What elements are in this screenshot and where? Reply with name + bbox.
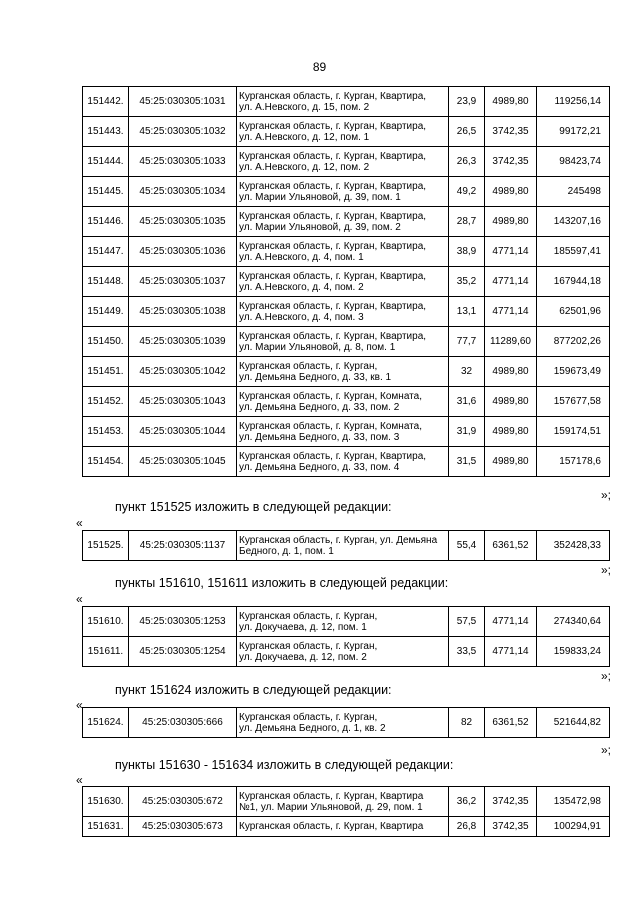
row-number: 151445. — [83, 177, 129, 207]
price-value: 4989,80 — [485, 177, 537, 207]
cadastral-number: 45:25:030305:1254 — [129, 637, 237, 667]
address-line: ул. Марии Ульяновой, д. 39, пом. 1 — [239, 191, 401, 203]
address — [237, 708, 449, 738]
row-number: 151448. — [83, 267, 129, 297]
closing-quote: »; — [600, 563, 611, 577]
area-value: 55,4 — [449, 531, 485, 561]
address — [237, 117, 449, 147]
area-value: 36,2 — [449, 787, 485, 817]
price-value: 4771,14 — [485, 607, 537, 637]
total-value: 877202,26 — [537, 327, 610, 357]
address — [237, 297, 449, 327]
address-line: Курганская область, г. Курган, Квартира, — [239, 450, 427, 462]
address-line: Курганская область, г. Курган, Квартира — [239, 821, 424, 832]
total-value: 119256,14 — [537, 87, 610, 117]
price-value: 4771,14 — [485, 267, 537, 297]
cadastral-number: 45:25:030305:673 — [129, 817, 237, 837]
cadastral-number: 45:25:030305:1033 — [129, 147, 237, 177]
address-line: Курганская область, г. Курган, — [239, 360, 378, 372]
total-value: 352428,33 — [537, 531, 610, 561]
address — [237, 87, 449, 117]
row-number: 151624. — [83, 708, 129, 738]
row-number: 151630. — [83, 787, 129, 817]
row-number: 151454. — [83, 447, 129, 477]
price-value: 4989,80 — [485, 447, 537, 477]
cadastral-number: 45:25:030305:1035 — [129, 207, 237, 237]
table-row — [83, 147, 610, 177]
row-number: 151450. — [83, 327, 129, 357]
price-value: 4989,80 — [485, 417, 537, 447]
address-line: Курганская область, г. Курган, Квартира, — [239, 300, 427, 312]
total-value: 143207,16 — [537, 207, 610, 237]
address — [237, 357, 449, 387]
address — [237, 147, 449, 177]
price-value: 3742,35 — [485, 787, 537, 817]
row-number: 151444. — [83, 147, 129, 177]
address-line: Курганская область, г. Курган, Квартира, — [239, 330, 427, 342]
address — [237, 327, 449, 357]
cadastral-number: 45:25:030305:1037 — [129, 267, 237, 297]
cadastral-number: 45:25:030305:1137 — [129, 531, 237, 561]
area-value: 13,1 — [449, 297, 485, 327]
address-line: ул. Демьяна Бедного, д. 33, пом. 3 — [239, 431, 400, 443]
row-number: 151610. — [83, 607, 129, 637]
area-value: 82 — [449, 708, 485, 738]
registry-table — [82, 86, 610, 477]
address — [237, 177, 449, 207]
address-line: Курганская область, г. Курган, Квартира, — [239, 120, 427, 132]
instruction-text: пункт 151525 изложить в следующей редакции: — [115, 500, 392, 514]
price-value: 3742,35 — [485, 117, 537, 147]
address-line: Курганская область, г. Курган, Комната, — [239, 390, 422, 402]
address-line: Курганская область, г. Курган, Квартира, — [239, 90, 427, 102]
table-row — [83, 531, 610, 561]
cadastral-number: 45:25:030305:666 — [129, 708, 237, 738]
price-value: 3742,35 — [485, 147, 537, 177]
address-line: ул. А.Невского, д. 4, пом. 1 — [239, 251, 364, 263]
total-value: 135472,98 — [537, 787, 610, 817]
table-row — [83, 787, 610, 817]
page-number: 89 — [312, 60, 327, 74]
area-value: 28,7 — [449, 207, 485, 237]
table-row — [83, 708, 610, 738]
cadastral-number: 45:25:030305:1038 — [129, 297, 237, 327]
area-value: 26,5 — [449, 117, 485, 147]
row-number: 151453. — [83, 417, 129, 447]
address — [237, 531, 449, 561]
cadastral-number: 45:25:030305:672 — [129, 787, 237, 817]
address-line: №1, ул. Марии Ульяновой, д. 29, пом. 1 — [239, 801, 423, 813]
table-row — [83, 267, 610, 297]
table-row — [83, 297, 610, 327]
closing-quote: »; — [600, 669, 611, 683]
price-value: 4771,14 — [485, 237, 537, 267]
price-value: 3742,35 — [485, 817, 537, 837]
address-line: Курганская область, г. Курган, Квартира, — [239, 180, 427, 192]
row-number: 151611. — [83, 637, 129, 667]
row-number: 151449. — [83, 297, 129, 327]
address-line: ул. Докучаева, д. 12, пом. 2 — [239, 651, 367, 663]
total-value: 159174,51 — [537, 417, 610, 447]
address-line: Курганская область, г. Курган, — [239, 640, 378, 652]
area-value: 26,8 — [449, 817, 485, 837]
total-value: 167944,18 — [537, 267, 610, 297]
address-line: ул. Демьяна Бедного, д. 33, пом. 4 — [239, 461, 400, 473]
area-value: 26,3 — [449, 147, 485, 177]
address — [237, 417, 449, 447]
opening-quote: « — [76, 773, 83, 787]
price-value: 4771,14 — [485, 297, 537, 327]
area-value: 32 — [449, 357, 485, 387]
cadastral-number: 45:25:030305:1039 — [129, 327, 237, 357]
area-value: 35,2 — [449, 267, 485, 297]
closing-quote: »; — [600, 488, 611, 502]
total-value: 274340,64 — [537, 607, 610, 637]
table-row — [83, 387, 610, 417]
total-value: 245498 — [537, 177, 610, 207]
row-number: 151631. — [83, 817, 129, 837]
row-number: 151447. — [83, 237, 129, 267]
registry-table — [82, 707, 610, 738]
table-row — [83, 637, 610, 667]
total-value: 99172,21 — [537, 117, 610, 147]
address-line: Бедного, д. 1, пом. 1 — [239, 545, 334, 557]
table-row — [83, 207, 610, 237]
cadastral-number: 45:25:030305:1045 — [129, 447, 237, 477]
opening-quote: « — [76, 516, 83, 530]
address-line: ул. Демьяна Бедного, д. 1, кв. 2 — [239, 722, 386, 734]
address-line: ул. Марии Ульяновой, д. 39, пом. 2 — [239, 221, 401, 233]
table-row — [83, 417, 610, 447]
address-line: ул. А.Невского, д. 12, пом. 2 — [239, 161, 370, 173]
address-line: ул. А.Невского, д. 12, пом. 1 — [239, 131, 370, 143]
address-line: Курганская область, г. Курган, Квартира — [239, 790, 424, 802]
cadastral-number: 45:25:030305:1043 — [129, 387, 237, 417]
registry-table — [82, 530, 610, 561]
row-number: 151451. — [83, 357, 129, 387]
address — [237, 207, 449, 237]
table-row — [83, 607, 610, 637]
price-value: 6361,52 — [485, 708, 537, 738]
price-value: 6361,52 — [485, 531, 537, 561]
area-value: 49,2 — [449, 177, 485, 207]
instruction-text: пункты 151630 - 151634 изложить в следующей редакции: — [115, 758, 454, 772]
cadastral-number: 45:25:030305:1032 — [129, 117, 237, 147]
total-value: 98423,74 — [537, 147, 610, 177]
registry-table — [82, 786, 610, 837]
address — [237, 637, 449, 667]
area-value: 38,9 — [449, 237, 485, 267]
address-line: Курганская область, г. Курган, ул. Демьяна — [239, 534, 438, 546]
table-row — [83, 87, 610, 117]
cadastral-number: 45:25:030305:1036 — [129, 237, 237, 267]
address-line: ул. А.Невского, д. 4, пом. 2 — [239, 281, 364, 293]
area-value: 31,9 — [449, 417, 485, 447]
price-value: 4989,80 — [485, 387, 537, 417]
total-value: 157178,6 — [537, 447, 610, 477]
address-line: Курганская область, г. Курган, Квартира, — [239, 210, 427, 222]
address-line: ул. А.Невского, д. 15, пом. 2 — [239, 101, 370, 113]
total-value: 185597,41 — [537, 237, 610, 267]
instruction-text: пункт 151624 изложить в следующей редакции: — [115, 683, 392, 697]
price-value: 4989,80 — [485, 87, 537, 117]
instruction-text: пункты 151610, 151611 изложить в следующей редакции: — [115, 576, 449, 590]
address-line: ул. Демьяна Бедного, д. 33, кв. 1 — [239, 371, 392, 383]
table-row — [83, 447, 610, 477]
price-value: 11289,60 — [485, 327, 537, 357]
cadastral-number: 45:25:030305:1044 — [129, 417, 237, 447]
address — [237, 237, 449, 267]
address-line: Курганская область, г. Курган, — [239, 610, 378, 622]
area-value: 57,5 — [449, 607, 485, 637]
row-number: 151452. — [83, 387, 129, 417]
area-value: 33,5 — [449, 637, 485, 667]
address-line: ул. Докучаева, д. 12, пом. 1 — [239, 621, 367, 633]
row-number: 151446. — [83, 207, 129, 237]
table-row — [83, 357, 610, 387]
cadastral-number: 45:25:030305:1031 — [129, 87, 237, 117]
cadastral-number: 45:25:030305:1042 — [129, 357, 237, 387]
address-line: Курганская область, г. Курган, — [239, 711, 378, 723]
address-line: Курганская область, г. Курган, Квартира, — [239, 150, 427, 162]
cadastral-number: 45:25:030305:1253 — [129, 607, 237, 637]
address — [237, 447, 449, 477]
registry-table — [82, 606, 610, 667]
address — [237, 267, 449, 297]
row-number: 151442. — [83, 87, 129, 117]
address-line: Курганская область, г. Курган, Квартира, — [239, 240, 427, 252]
price-value: 4989,80 — [485, 207, 537, 237]
total-value: 157677,58 — [537, 387, 610, 417]
address — [237, 387, 449, 417]
opening-quote: « — [76, 698, 83, 712]
closing-quote: »; — [600, 743, 611, 757]
address-line: Курганская область, г. Курган, Комната, — [239, 420, 422, 432]
opening-quote: « — [76, 592, 83, 606]
total-value: 62501,96 — [537, 297, 610, 327]
row-number: 151525. — [83, 531, 129, 561]
area-value: 77,7 — [449, 327, 485, 357]
total-value: 100294,91 — [537, 817, 610, 837]
table-row — [83, 237, 610, 267]
total-value: 159673,49 — [537, 357, 610, 387]
table-row — [83, 117, 610, 147]
cadastral-number: 45:25:030305:1034 — [129, 177, 237, 207]
table-row — [83, 177, 610, 207]
area-value: 31,5 — [449, 447, 485, 477]
address-line: ул. Марии Ульяновой, д. 8, пом. 1 — [239, 341, 396, 353]
address-line: Курганская область, г. Курган, Квартира, — [239, 270, 427, 282]
area-value: 31,6 — [449, 387, 485, 417]
address — [237, 787, 449, 817]
address — [237, 607, 449, 637]
price-value: 4771,14 — [485, 637, 537, 667]
address-line: ул. Демьяна Бедного, д. 33, пом. 2 — [239, 401, 400, 413]
address — [237, 817, 449, 837]
row-number: 151443. — [83, 117, 129, 147]
table-row — [83, 327, 610, 357]
address-line: ул. А.Невского, д. 4, пом. 3 — [239, 311, 364, 323]
area-value: 23,9 — [449, 87, 485, 117]
total-value: 159833,24 — [537, 637, 610, 667]
price-value: 4989,80 — [485, 357, 537, 387]
total-value: 521644,82 — [537, 708, 610, 738]
table-row — [83, 817, 610, 837]
